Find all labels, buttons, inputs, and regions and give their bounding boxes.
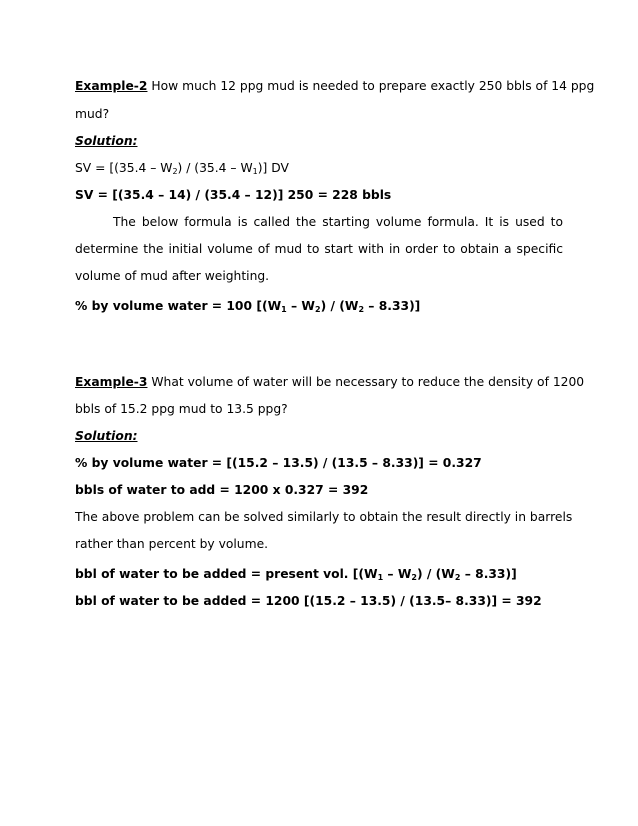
formula-subscript: 1	[252, 167, 258, 176]
example2-question-text: How much 12 ppg mud is needed to prepare exactly 250 bbls of 14 ppg	[147, 79, 595, 93]
formula-part: )] DV	[257, 161, 289, 175]
formula-subscript: 2	[358, 305, 365, 314]
example3-solution-label: Solution:	[75, 429, 138, 443]
example2-solution-label: Solution:	[75, 134, 138, 148]
example2-question-line2: mud?	[75, 107, 110, 121]
formula-subscript: 2	[454, 573, 461, 582]
formula-subscript: 2	[172, 167, 178, 176]
example2-formula-general	[75, 160, 289, 176]
example3-text-line2: rather than percent by volume.	[75, 537, 269, 551]
formula-part: SV = [(35.4 – W	[75, 161, 173, 175]
paragraph-line2: determine the initial volume of mud to start with in order to obtain a specific	[75, 242, 563, 256]
example3-text-line1: The above problem can be solved similarly to obtain the result directly in barrels	[75, 510, 573, 524]
example2-question-line1	[75, 78, 594, 94]
example2-heading: Example-2	[75, 79, 148, 93]
formula-part: ) / (35.4 – W	[177, 161, 253, 175]
example3-question-line2: bbls of 15.2 ppg mud to 13.5 ppg?	[75, 402, 288, 416]
paragraph-line3: volume of mud after weighting.	[75, 269, 270, 283]
formula-part: – 8.33)]	[460, 567, 517, 581]
bbl-water-calc: bbl of water to be added = 1200 [(15.2 – 13.5) / (13.5– 8.33)] = 392	[75, 594, 542, 608]
formula-subscript: 1	[377, 573, 384, 582]
formula-part: ) / (W	[320, 299, 359, 313]
example3-heading: Example-3	[75, 375, 148, 389]
formula-part: – 8.33)]	[364, 299, 421, 313]
paragraph-line1: The below formula is called the starting volume formula. It is used to	[113, 215, 563, 229]
formula-part: – W	[383, 567, 412, 581]
example3-question-line1	[75, 374, 584, 390]
formula-subscript: 2	[411, 573, 417, 582]
pct-volume-water-formula	[75, 298, 420, 314]
formula-part: ) / (W	[417, 567, 455, 581]
example3-calc-line1: % by volume water = [(15.2 – 13.5) / (13.5 – 8.33)] = 0.327	[75, 456, 482, 470]
formula-part: – W	[286, 299, 315, 313]
example3-calc-line2: bbls of water to add = 1200 x 0.327 = 392	[75, 483, 369, 497]
formula-subscript: 1	[281, 305, 287, 314]
formula-part: % by volume water = 100 [(W	[75, 299, 282, 313]
example3-question-text: What volume of water will be necessary to reduce the density of 1200	[147, 375, 585, 389]
bbl-water-formula	[75, 566, 517, 582]
formula-part: bbl of water to be added = present vol. [(W	[75, 567, 378, 581]
example2-formula-result: SV = [(35.4 – 14) / (35.4 – 12)] 250 = 228 bbls	[75, 188, 392, 202]
formula-subscript: 2	[315, 305, 321, 314]
